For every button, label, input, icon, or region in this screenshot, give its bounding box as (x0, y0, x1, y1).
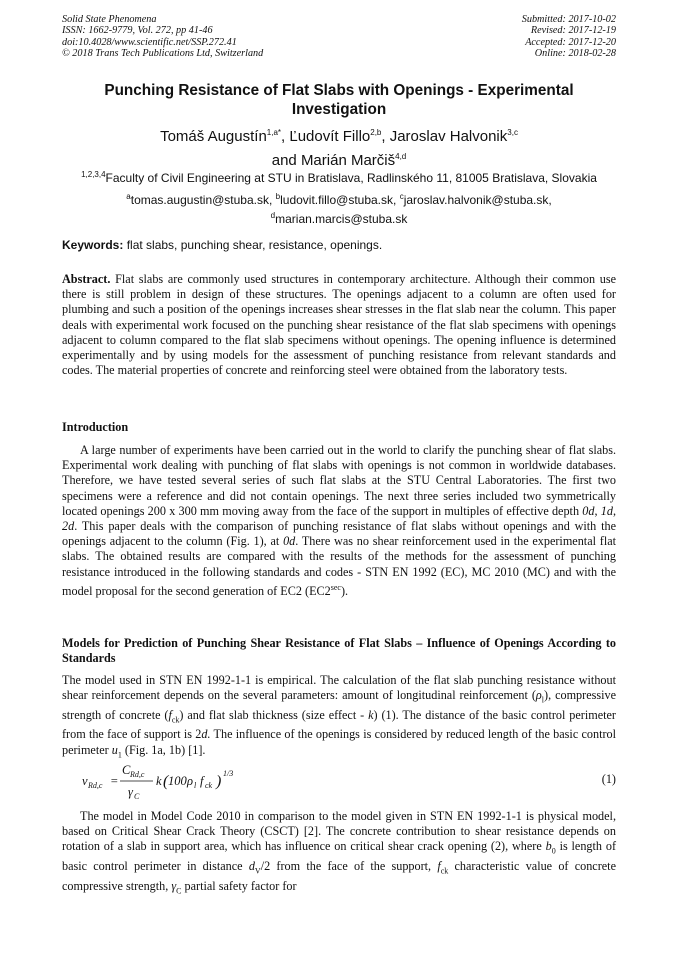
abstract-label: Abstract. (62, 272, 111, 286)
paragraph-text: ). (340, 583, 349, 598)
keywords (62, 238, 616, 253)
author-emails (62, 189, 616, 227)
author-affiliation-mark: 3,c (507, 128, 518, 137)
author-name: Marián Marčiš (300, 152, 396, 169)
math-term: b (545, 839, 552, 854)
paragraph-text: characteristic value of concrete compressive strength, (62, 859, 616, 893)
subscript: 0 (551, 846, 556, 856)
paragraph-text: ) (1). The distance of the basic control perimeter from the face of support is 2 (62, 707, 616, 742)
eq-paren-close: ) (216, 773, 222, 790)
eq-paren-open: ( (163, 773, 169, 790)
paragraph-body (62, 809, 616, 898)
models-paragraph (62, 673, 616, 762)
eq-exponent: 1/3 (223, 769, 234, 778)
section-heading-introduction: Introduction (62, 420, 129, 434)
paragraph-text: /2 from the face of the support, (260, 859, 438, 874)
paper-title: Punching Resistance of Flat Slabs with Openings - Experimental Investigation (104, 82, 574, 118)
eq-rho: ρ (187, 774, 193, 788)
affiliation-mark: 1,2,3,4 (81, 170, 106, 179)
email-mark: a (126, 192, 131, 201)
paragraph-text: The model used in STN EN 1992-1-1 is empirical. The calculation of the flat slab punching resistance without shear reinforcement depends on the several parameters: amount of longitudinal reinforcement ( (62, 673, 616, 703)
email-link[interactable]: tomas.augustin@stuba.sk, (130, 193, 276, 207)
paragraph-text: partial safety factor for (181, 878, 297, 893)
author-name: Tomáš Augustín (160, 128, 267, 145)
eq-rho-sub: l (194, 781, 197, 790)
journal-copyright: © 2018 Trans Tech Publications Ltd, Switzerland (62, 47, 264, 59)
eq-denominator: γ (128, 785, 133, 799)
email-link[interactable]: ludovit.fillo@stuba.sk, (280, 193, 400, 207)
paragraph-text: The model in Model Code 2010 in comparison to the model given in STN EN 1992-1-1 is physical model, based on Critical Shear Crack Theory (CSCT) [2]. The concrete contribution to shear resistance depends on rotation of a slab in support area, which has influence on critical shear crack opening (2), where (62, 809, 616, 854)
eq-f: f (200, 774, 204, 788)
eq-v: v (82, 774, 88, 788)
mc2010-paragraph (62, 809, 616, 898)
paper-dates (522, 14, 616, 59)
subscript: C (176, 886, 182, 896)
keywords-label: Keywords: (62, 238, 124, 252)
math-term: ρ (535, 688, 542, 703)
author-list (62, 123, 616, 171)
paragraph-text: The influence of the openings is considered by reduced length of the basic control perimeter (62, 727, 617, 757)
author-affiliation-mark: 2,b (370, 128, 382, 137)
paragraph-text: ), compressive strength of concrete ( (62, 688, 616, 722)
keywords-text: flat slabs, punching shear, resistance, openings. (123, 238, 383, 252)
journal-name: Solid State Phenomena (62, 14, 157, 25)
eq-numerator: C (122, 763, 131, 777)
math-term: 2d (62, 519, 75, 534)
author-separator: and (271, 152, 301, 169)
journal-issn: ISSN: 1662-9779, Vol. 272, pp 41-46 (62, 25, 213, 37)
introduction-paragraph (62, 443, 616, 599)
math-term: d. (201, 727, 211, 742)
author-separator: , (281, 128, 290, 145)
math-term: d (248, 859, 255, 874)
date-revised: Revised: 2017-12-19 (530, 25, 616, 37)
math-term: 0d (283, 534, 296, 549)
eq-numerator-sub: Rd,c (130, 770, 145, 779)
paragraph-text: . This paper deals with the comparison of punching resistance of flat slabs without openings and with the openings adjacent to the column (Fig. 1), at (62, 519, 616, 549)
eq-k: k (156, 774, 162, 788)
eq-f-sub: ck (205, 781, 213, 790)
math-term: 1d (600, 503, 613, 518)
equation-1 (82, 762, 616, 806)
subscript: V (254, 866, 261, 876)
paragraph-text: A large number of experiments have been carried out in the world to clarify the punching shear of flat slabs. Experimental work dealing with punching of flat slabs with openings is not common in worldwide databases. Therefore, we have tested several series of such flat slabs at the STU Central Laboratories. The first two specimens were a reference and did not contain openings. The next three series included two symmetrically located openings 200 x 300 mm moving away from the face of the support in multiples of effective depth (62, 443, 616, 518)
author-separator: , (381, 128, 390, 145)
author-name: Jaroslav Halvonik (389, 128, 508, 145)
section-heading-models: Models for Prediction of Punching Shear Resistance of Flat Slabs – Influence of Openings According to Standards (62, 636, 616, 666)
author-affiliation-mark: 4,d (395, 152, 407, 161)
math-term: f (437, 859, 441, 874)
affiliation (62, 167, 616, 186)
paragraph-text: (Fig. 1a, 1b) [1]. (121, 742, 206, 757)
email-link[interactable]: jaroslav.halvonik@stuba.sk, (403, 193, 552, 207)
math-term: f (168, 707, 172, 722)
journal-info (62, 14, 263, 59)
author-affiliation-mark: 1,a* (266, 128, 282, 137)
eq-v-sub: Rd,c (88, 781, 103, 790)
eq-hundred: 100 (168, 774, 187, 788)
abstract-text: Flat slabs are commonly used structures in contemporary architecture. Although their common use there is still problem in design of these structures. The openings adjacent to a column are often used for plumbing and such a position of the openings increases shear stresses in the flat slab near the column. This paper deals with experimental work focused on the punching shear resistance of the flat slab specimens with openings adjacent to column compared to the flat slab specimens without openings. The opening influence is determined experimentally and by using models for the assessment of punching resistance from relevant standards and codes. The material properties of concrete and reinforcing steel were obtained from the laboratory tests. (62, 272, 616, 378)
journal-doi: doi:10.4028/www.scientific.net/SSP.272.41 (62, 36, 237, 48)
email-mark: c (399, 192, 404, 201)
superscript: sec (330, 582, 341, 592)
subscript: l (541, 695, 545, 705)
math-term: k (368, 707, 374, 722)
date-accepted: Accepted: 2017-12-20 (525, 36, 616, 48)
math-term: u (111, 742, 118, 757)
eq-equals: = (110, 774, 119, 788)
abstract (62, 272, 616, 378)
author-name: Ľudovít Fillo (289, 128, 371, 145)
math-term: γ (171, 878, 177, 893)
eq-denominator-sub: C (134, 792, 140, 801)
date-submitted: Submitted: 2017-10-02 (521, 14, 616, 25)
email-mark: d (270, 211, 276, 220)
email-link[interactable]: marian.marcis@stuba.sk (275, 212, 408, 226)
paragraph-text: , (612, 503, 616, 518)
subscript: ck (171, 715, 180, 725)
date-online: Online: 2018-02-28 (534, 47, 616, 59)
email-mark: b (275, 192, 281, 201)
paragraph-text: . There was no shear reinforcement used in the experimental flat slabs. The obtained results are compared with the results of the methods for the assessment of punching resistance introduced in the following standards and codes - STN EN 1992 (EC), MC 2010 (MC) and with the model proposal for the second generation of EC2 (EC2 (62, 534, 616, 598)
paragraph-text: , (594, 503, 601, 518)
equation-formula (82, 762, 382, 806)
subscript: ck (440, 866, 449, 876)
equation-number: (1) (601, 772, 616, 786)
paragraph-text: is length of basic control perimeter in distance (62, 839, 616, 874)
subscript: 1 (117, 750, 122, 760)
paragraph-text: ) and flat slab thickness (size effect - (179, 707, 369, 722)
affiliation-text: Faculty of Civil Engineering at STU in Bratislava, Radlinského 11, 81005 Bratislava, Slovakia (105, 171, 597, 185)
math-term: 0d (582, 503, 595, 518)
